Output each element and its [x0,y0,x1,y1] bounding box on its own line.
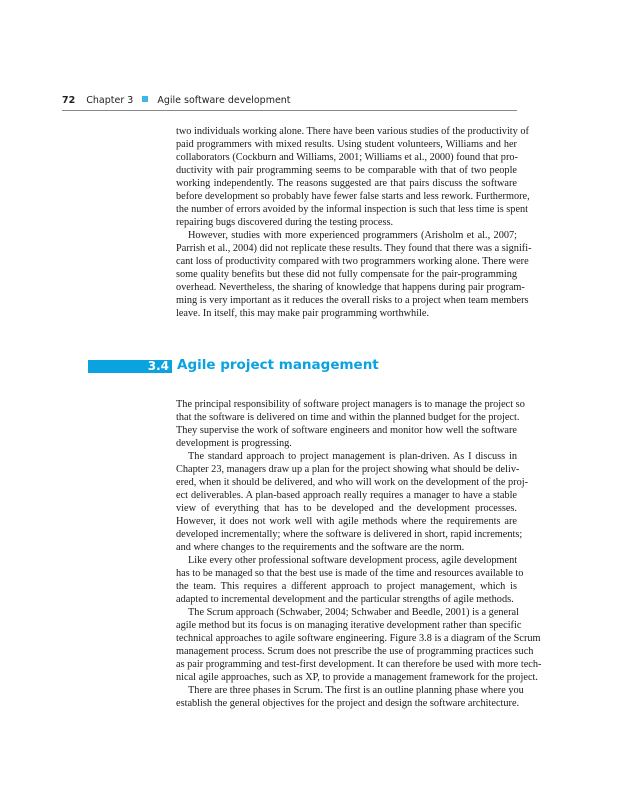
text-line: technical approaches to agile software engineering. Figure 3.8 is a diagram of the Scrum [176,633,541,644]
text-line: leave. In itself, this may make pair programming worthwhile. [176,308,430,319]
text-line: that the software is delivered on time and within the planned budget for the project. [176,412,520,423]
text-line: nical agile approaches, such as XP, to provide a management framework for the project. [176,672,538,683]
body-text-section [176,398,542,710]
text-line: before development so probably have fewer false starts and less rework. Furthermore, [176,191,530,202]
text-line: Parrish et al., 2004) did not replicate these results. They found that there was a signifi- [176,243,532,254]
section-number-bar [88,360,172,373]
text-line: management process. Scrum does not prescribe the use of programming practices such [176,646,534,657]
text-line: adapted to incremental development and the particular strengths of agile methods. [176,594,514,605]
header-rule [62,110,517,111]
text-line: as pair programming and test-first development. It can therefore be used with more tech- [176,659,542,670]
text-line: development is progressing. [176,438,292,449]
text-line: The Scrum approach (Schwaber, 2004; Schwaber and Beedle, 2001) is a general [188,607,519,618]
text-line: and where changes to the requirements and the software are the norm. [176,542,465,553]
text-line: The principal responsibility of software project managers is to manage the project so [176,399,525,410]
text-line: ect deliverables. A plan-based approach really requires a manager to have a stable [176,490,517,501]
text-line: Like every other professional software development process, agile development [188,555,518,566]
running-header [62,95,291,106]
paragraph [176,398,525,450]
section-number: 3.4 [147,359,169,373]
text-line: ming is very important as it reduces the overall risks to a project when team members [176,295,529,306]
body-text-before-section [176,125,532,320]
paragraph [176,606,542,684]
text-line: collaborators (Cockburn and Williams, 2001; Williams et al., 2000) found that pro- [176,152,518,163]
text-line: some quality benefits but these did not fully compensate for the pair-programming [176,269,517,280]
text-line: agile method but its focus is on managing iterative development rather than specific [176,620,522,631]
paragraph [176,450,529,554]
chapter-label: Chapter 3 [86,95,134,106]
text-line: developed incrementally; where the software is delivered in short, rapid increments; [176,529,523,540]
paragraph [176,684,524,710]
text-line: paid programmers with mixed results. Using student volunteers, Williams and her [176,139,517,150]
text-line: ductivity with pair programming seems to be comparable with that of two people [176,165,517,176]
text-line: There are three phases in Scrum. The first is an outline planning phase where you [188,685,524,696]
text-line: the team. This requires a different approach to project management, which is [176,581,517,592]
text-line: repairing bugs discovered during the testing process. [176,217,394,228]
square-bullet-icon [142,96,148,102]
text-line: has to be managed so that the best use is made of the time and resources available to [176,568,524,579]
chapter-title: Agile software development [157,95,291,106]
text-line: However, it does not work well with agile methods where the requirements are [176,516,517,527]
text-line: cant loss of productivity compared with two programmers working alone. There were [176,256,529,267]
text-line: Chapter 23, managers draw up a plan for the project showing what should be deliv- [176,464,520,475]
text-line: two individuals working alone. There have been various studies of the productivity of [176,126,529,137]
text-line: the number of errors avoided by the informal inspection is such that less time is spent [176,204,529,215]
text-line: view of everything that has to be developed and the development processes. [176,503,517,514]
text-line: establish the general objectives for the project and design the software architecture. [176,698,520,709]
paragraph [176,554,524,606]
page-number: 72 [62,95,76,106]
text-line: ered, when it should be delivered, and who will work on the development of the proj- [176,477,529,488]
text-line: working independently. The reasons suggested are that pairs discuss the software [176,178,517,189]
text-line: overhead. Nevertheless, the sharing of knowledge that happens during pair program- [176,282,525,293]
paragraph [176,125,530,229]
text-line: The standard approach to project management is plan-driven. As I discuss in [188,451,517,462]
paragraph [176,229,532,320]
section-heading: Agile project management [177,357,379,373]
text-line: They supervise the work of software engineers and monitor how well the software [176,425,517,436]
text-line: However, studies with more experienced programmers (Arisholm et al., 2007; [188,230,517,241]
